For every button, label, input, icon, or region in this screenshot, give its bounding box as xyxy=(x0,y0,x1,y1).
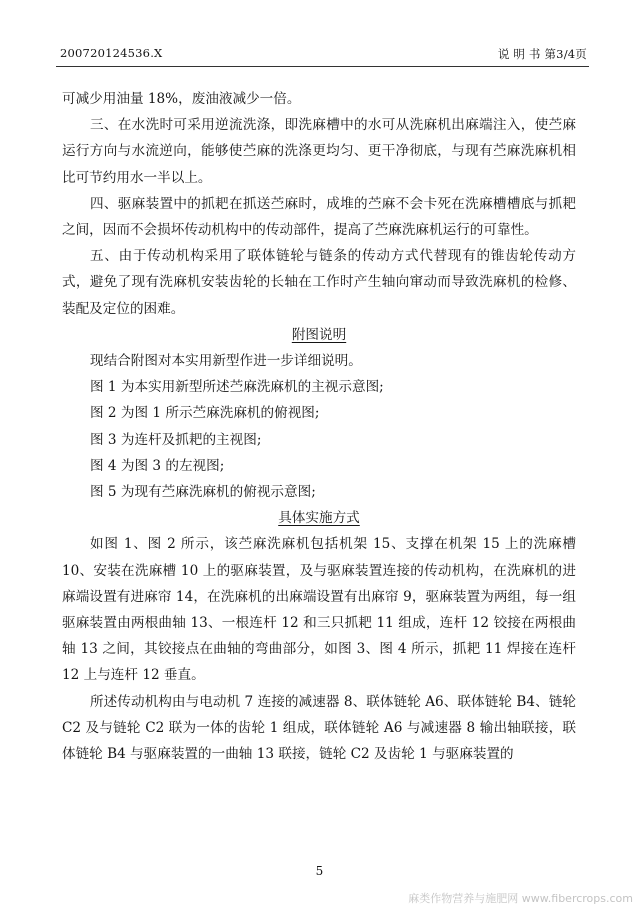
figure-caption-5: 图 5 为现有苎麻洗麻机的俯视示意图; xyxy=(90,484,316,501)
document-body xyxy=(62,86,576,767)
paragraph-3: 四、驱麻装置中的抓耙在抓送苎麻时，成堆的苎麻不会卡死在洗麻槽槽底与抓耙之间，因而不会损坏传动机构中的传动部件，提高了苎麻洗麻机运行的可靠性。 xyxy=(62,195,576,239)
paragraph-7: 所述传动机构由与电动机 7 连接的减速器 8、联体链轮 A6、联体链轮 B4、链轮 C2 及与链轮 C2 联为一体的齿轮 1 组成，联体链轮 A6 与减速器 8 输出轴联接，联体链轮 B4 与驱麻装置的一曲轴 13 联接，链轮 C2 及齿轮 1 与驱麻装置的 xyxy=(62,693,576,763)
paragraph-6: 如图 1、图 2 所示，该苎麻洗麻机包括机架 15、支撑在机架 15 上的洗麻槽 10、安装在洗麻槽 10 上的驱麻装置，及与驱麻装置连接的传动机构，在洗麻机的进麻端设置有进麻帘 14，在洗麻机的出麻端设置有出麻帘 9，驱麻装置为两组，每一组驱麻装置由两根曲轴 13、一根连杆 12 和三只抓耙 11 组成，连杆 12 铰接在两根曲轴 13 之间，其铰接点在曲轴的弯曲部分，如图 3、图 4 所示，抓耙 11 焊接在连杆 12 上与连杆 12 垂直。 xyxy=(62,536,576,684)
paragraph-1: 可减少用油量 18%，废油液减少一倍。 xyxy=(62,91,301,107)
figure-caption-3: 图 3 为连杆及抓耙的主视图; xyxy=(90,431,262,448)
figure-caption-4: 图 4 为图 3 的左视图; xyxy=(90,457,225,474)
paragraph-5: 现结合附图对本实用新型作进一步详细说明。 xyxy=(90,353,362,370)
paragraph-4: 五、由于传动机构采用了联体链轮与链条的传动方式代替现有的锥齿轮传动方式，避免了现有洗麻机安装齿轮的长轴在工作时产生轴向窜动而导致洗麻机的检修、装配及定位的困难。 xyxy=(62,248,576,317)
figure-caption-1: 图 1 为本实用新型所述苎麻洗麻机的主视示意图; xyxy=(90,379,384,396)
section-heading-embodiment: 具体实施方式 xyxy=(278,510,360,527)
paragraph-2: 三、在水洗时可采用逆流洗涤，即洗麻槽中的水可从洗麻机出麻端注入，使苎麻运行方向与水流逆向，能够使苎麻的洗涤更均匀、更干净彻底，与现有苎麻洗麻机相比可节约用水一半以上。 xyxy=(62,117,576,186)
page-number: 5 xyxy=(315,864,324,878)
header-divider xyxy=(56,66,589,67)
document-page-info: 说 明 书 第3/4页 xyxy=(497,47,587,61)
section-heading-figures: 附图说明 xyxy=(291,326,347,343)
patent-number: 200720124536.X xyxy=(60,46,163,60)
watermark: 麻类作物营养与施肥网 www.fibercrops.com xyxy=(408,892,633,905)
figure-caption-2: 图 2 为图 1 所示苎麻洗麻机的俯视图; xyxy=(90,405,320,422)
